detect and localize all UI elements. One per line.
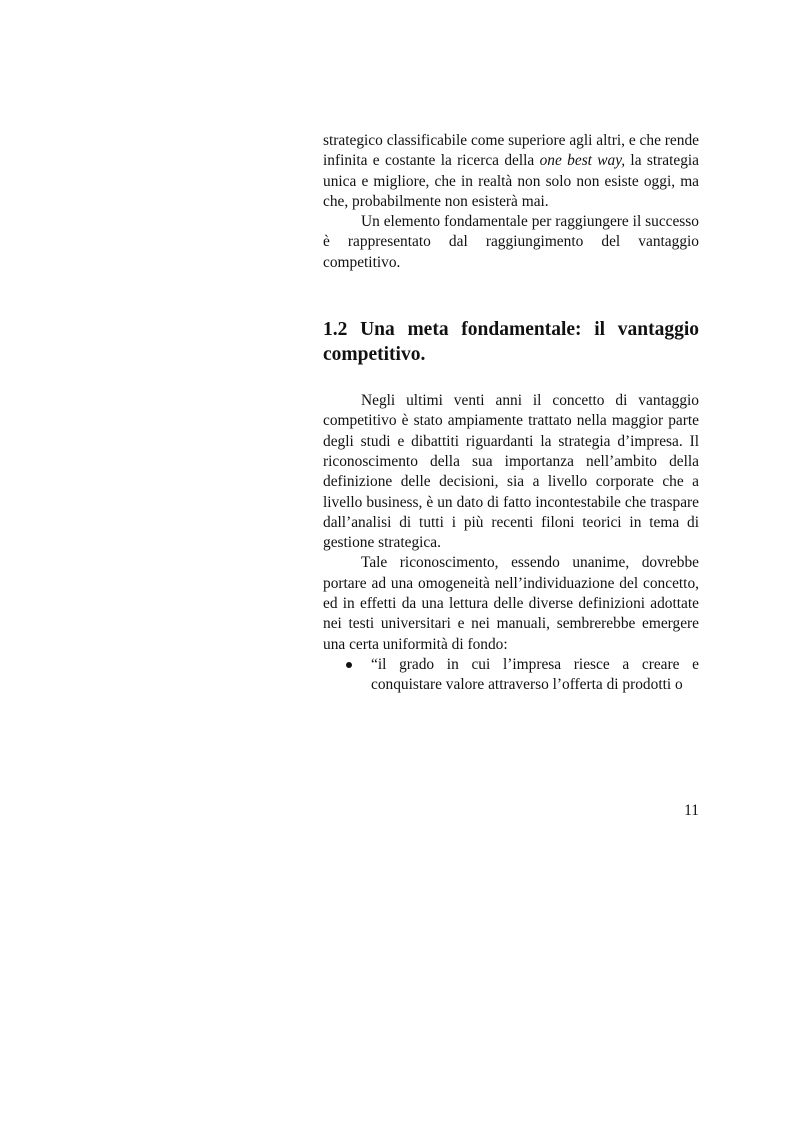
paragraph: Tale riconoscimento, essendo unanime, dovrebbe portare ad una omogeneità nell’individuazione del concetto, ed in effetti da una lettura delle diverse definizioni adottate nei testi universitari e nei manuali, sembrerebbe emergere una certa uniformità di fondo:	[323, 554, 699, 653]
bullet-list	[323, 655, 699, 696]
page-number: 11	[684, 802, 699, 819]
paragraph-continuation	[323, 131, 699, 212]
paragraph: Negli ultimi venti anni il concetto di vantaggio competitivo è stato ampiamente trattato nella maggior parte degli studi e dibattiti riguardanti la strategia d’impresa. Il riconoscimento della sua importanza nell’ambito della definizione delle decisioni, sia a livello corporate che a livello business, è un dato di fatto incontestabile che traspare dall’analisi di tutti i più recenti filoni teorici in tema di gestione strategica.	[323, 392, 699, 552]
paragraph-text: la strategia unica e migliore, che in realtà non solo non esiste oggi, ma che, probabilmente non esisterà mai.	[323, 152, 700, 210]
bullet-icon	[346, 662, 352, 668]
section-heading: 1.2 Una meta fondamentale: il vantaggio competitivo.	[323, 319, 699, 366]
paragraph: Un elemento fondamentale per raggiungere il successo è rappresentato dal raggiungimento del vantaggio competitivo.	[323, 213, 699, 271]
italic-phrase: one best way,	[539, 152, 626, 170]
text-column	[323, 131, 699, 696]
bullet-item	[323, 655, 699, 696]
paragraph-text: strategico classificabile come superiore agli altri, e che rende infinita e costante la ricerca della	[323, 132, 699, 170]
bullet-text: “il grado in cui l’impresa riesce a creare e conquistare valore attraverso l’offerta di prodotti o	[371, 655, 699, 694]
